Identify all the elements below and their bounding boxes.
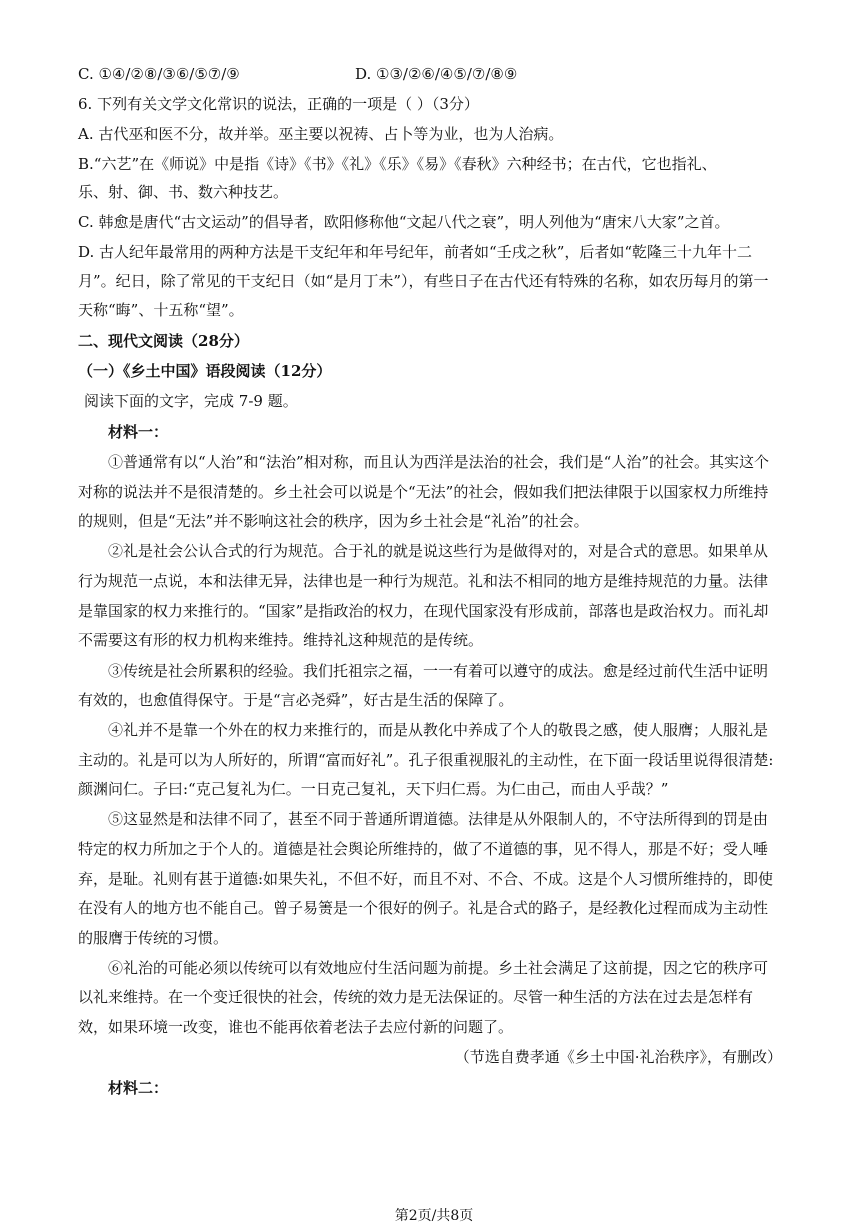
option-a-q6: A. 古代巫和医不分，故并举。巫主要以祝祷、占卜等为业，也为人治病。: [78, 125, 564, 143]
paragraph-5-line5: 的服膺于传统的习惯。: [78, 929, 229, 947]
paragraph-4-line1: ④礼并不是靠一个外在的权力来推行的，而是从教化中养成了个人的敬畏之感，使人服膺；人服礼是: [108, 721, 769, 739]
paragraph-2-line3: 是靠国家的权力来推行的。“国家”是指政治的权力，在现代国家没有形成前，部落也是政治权力。而礼却: [78, 602, 769, 620]
paragraph-6-line3: 效，如果环境一改变，谁也不能再依着老法子去应付新的问题了。: [78, 1018, 514, 1036]
page-number: 第2页/共8页: [394, 1208, 474, 1224]
option-d-q6-line3: 天称“晦”、十五称“望”。: [78, 301, 244, 319]
paragraph-5-line3: 弃，是耻。礼则有甚于道德:如果失礼，不但不好，而且不对、不合、不成。这是个人习惯所维持的，即使: [78, 870, 774, 888]
paragraph-1-line2: 对称的说法并不是很清楚的。乡土社会可以说是个“无法”的社会，假如我们把法律限于以国家权力所维持: [78, 483, 769, 501]
paragraph-2-line2: 行为规范一点说，本和法律无异，法律也是一种行为规范。礼和法不相同的地方是维持规范的力量。法律: [78, 572, 769, 590]
paragraph-1-line1: ①普通常有以“人治”和“法治”相对称，而且认为西洋是法治的社会，我们是“人治”的社会。其实这个: [108, 453, 770, 471]
section-title: 二、现代文阅读（28分）: [78, 332, 249, 350]
option-b-q6-line1: B.“六艺”在《师说》中是指《诗》《书》《礼》《乐》《易》《春秋》六种经书；在古代，它也指礼、: [78, 155, 717, 173]
instruction: 阅读下面的文字，完成 7-9 题。: [84, 392, 298, 410]
paragraph-2-line4: 不需要这有形的权力机构来维持。维持礼这种规范的是传统。: [78, 631, 484, 649]
paragraph-3-line1: ③传统是社会所累积的经验。我们托祖宗之福，一一有着可以遵守的成法。愈是经过前代生活中证明: [108, 662, 769, 680]
paragraph-6-line2: 以礼来维持。在一个变迁很快的社会，传统的效力是无法保证的。尽管一种生活的方法在过去是怎样有: [78, 988, 754, 1006]
question-6-stem: 6. 下列有关文学文化常识的说法，正确的一项是（ ）（3分）: [78, 95, 479, 113]
paragraph-4-line3: 颜渊问仁。子曰:“克己复礼为仁。一日克己复礼，天下归仁焉。为仁由己，而由人乎哉？”: [78, 780, 669, 798]
material-2-label: 材料二：: [108, 1079, 169, 1097]
section-subtitle: （一）《乡土中国》语段阅读（12分）: [78, 362, 332, 380]
paragraph-3-line2: 有效的，也愈值得保守。于是“言必尧舜”，好古是生活的保障了。: [78, 691, 514, 709]
option-d-q6-line2: 月”。纪日，除了常见的干支纪日（如“是月丁未”），有些日子在古代还有特殊的名称，如农历每月的第一: [78, 272, 769, 290]
option-b-q6-line2: 乐、射、御、书、数六种技艺。: [78, 183, 289, 201]
source-citation: （节选自费孝通《乡土中国·礼治秩序》，有删改）: [454, 1048, 782, 1066]
paragraph-5-line1: ⑤这显然是和法律不同了，甚至不同于普通所谓道德。法律是从外限制人的，不守法所得到的罚是由: [108, 810, 769, 828]
option-c-q6: C. 韩愈是唐代“古文运动”的倡导者，欧阳修称他“文起八代之衰”，明人列他为“唐宋八大家”之首。: [78, 213, 730, 231]
option-d-q5: D. ①③/②⑥/④⑤/⑦/⑧⑨: [355, 65, 518, 83]
paragraph-5-line2: 特定的权力所加之于个人的。道德是社会舆论所维持的，做了不道德的事，见不得人，那是不好；受人唾: [78, 840, 769, 858]
paragraph-1-line3: 的规则，但是“无法”并不影响这社会的秩序，因为乡土社会是“礼治”的社会。: [78, 512, 589, 530]
paragraph-5-line4: 在没有人的地方也不能自己。曾子易箦是一个很好的例子。礼是合式的路子，是经教化过程而成为主动性: [78, 899, 769, 917]
paragraph-2-line1: ②礼是社会公认合式的行为规范。合于礼的就是说这些行为是做得对的，对是合式的意思。如果单从: [108, 542, 769, 560]
option-d-q6-line1: D. 古人纪年最常用的两种方法是干支纪年和年号纪年，前者如“壬戌之秋”，后者如“乾隆三十九年十二: [78, 243, 753, 261]
material-1-label: 材料一：: [108, 423, 169, 441]
paragraph-4-line2: 主动的。礼是可以为人所好的，所谓“富而好礼”。孔子很重视服礼的主动性，在下面一段话里说得很清楚:: [78, 751, 774, 769]
paragraph-6-line1: ⑥礼治的可能必须以传统可以有效地应付生活问题为前提。乡土社会满足了这前提，因之它的秩序可: [108, 959, 769, 977]
option-c-q5: C. ①④/②⑧/③⑥/⑤⑦/⑨: [78, 65, 240, 83]
